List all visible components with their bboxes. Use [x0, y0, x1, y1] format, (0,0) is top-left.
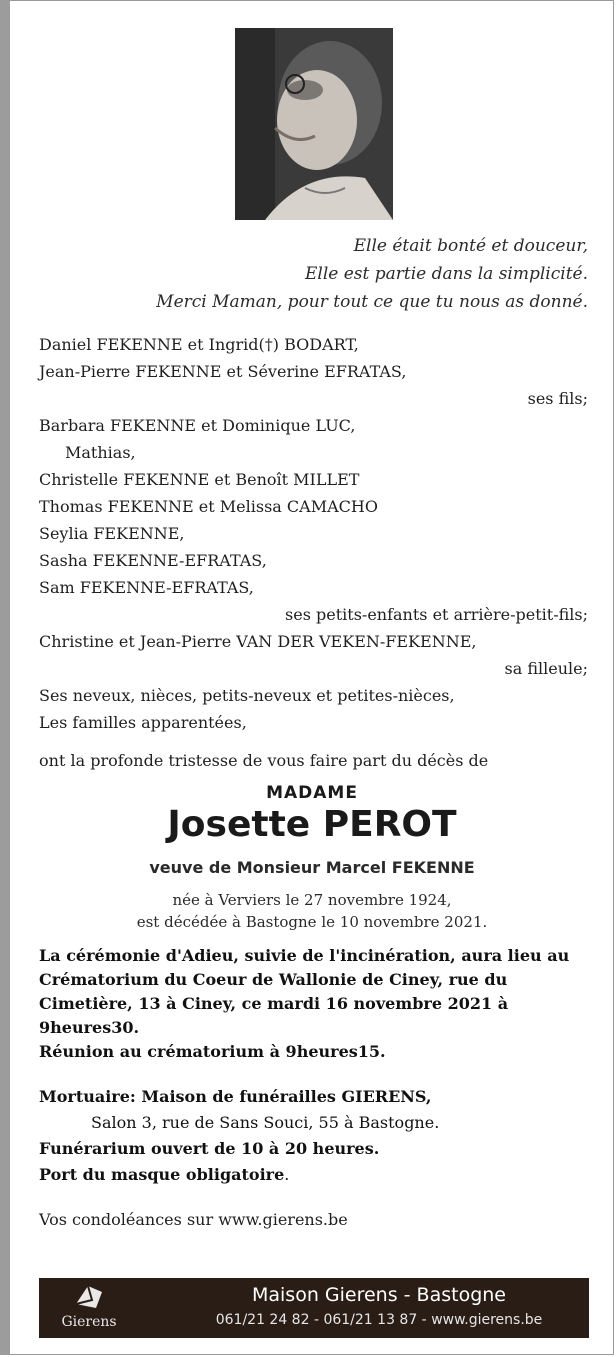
poem	[156, 232, 588, 316]
family-list	[39, 331, 588, 736]
death-line: est décédée à Bastogne le 10 novembre 2021.	[136, 913, 488, 931]
family-line: Barbara FEKENNE et Dominique LUC,	[39, 416, 356, 435]
ceremony-info	[39, 944, 590, 1064]
mortuary-mask-line	[39, 1162, 590, 1188]
banner-contact: 061/21 24 82 - 061/21 13 87 - www.gierens.be	[215, 1312, 543, 1328]
funeral-home-banner	[39, 1278, 589, 1338]
family-line: Sam FEKENNE-EFRATAS,	[39, 578, 254, 597]
family-line: Jean-Pierre FEKENNE et Séverine EFRATAS,	[39, 362, 407, 381]
poem-line: Elle est partie dans la simplicité.	[304, 264, 588, 284]
mortuary-info	[39, 1084, 590, 1188]
family-line: Thomas FEKENNE et Melissa CAMACHO	[39, 497, 378, 516]
family-line: Daniel FEKENNE et Ingrid(†) BODART,	[39, 335, 359, 354]
family-role: ses fils;	[527, 389, 588, 408]
condolences-line: Vos condoléances sur www.gierens.be	[39, 1210, 348, 1229]
deceased-name: Josette PEROT	[167, 804, 457, 845]
deceased-widow-of: veuve de Monsieur Marcel FEKENNE	[149, 858, 475, 877]
gierens-logo-icon	[72, 1282, 106, 1310]
family-line: Sasha FEKENNE-EFRATAS,	[39, 551, 267, 570]
family-line: Ses neveux, nièces, petits-neveux et petites-nièces,	[39, 686, 455, 705]
poem-line: Merci Maman, pour tout ce que tu nous as donné.	[156, 292, 588, 312]
deceased-title: MADAME	[266, 783, 358, 803]
family-line: Christine et Jean-Pierre VAN DER VEKEN-FEKENNE,	[39, 632, 477, 651]
family-role: sa filleule;	[504, 659, 588, 678]
birth-line: née à Verviers le 27 novembre 1924,	[172, 891, 452, 909]
family-line: Mathias,	[65, 443, 136, 462]
logo-text: Gierens	[61, 1314, 117, 1330]
family-role: ses petits-enfants et arrière-petit-fils;	[285, 605, 588, 624]
family-line: Christelle FEKENNE et Benoît MILLET	[39, 470, 360, 489]
family-line: Seylia FEKENNE,	[39, 524, 185, 543]
deceased-dates	[10, 889, 614, 933]
portrait-photo	[235, 28, 393, 220]
mortuary-hours: Funérarium ouvert de 10 à 20 heures.	[39, 1139, 380, 1158]
family-line: Les familles apparentées,	[39, 713, 247, 732]
banner-title: Maison Gierens - Bastogne	[251, 1284, 506, 1306]
mortuary-mask: Port du masque obligatoire	[39, 1165, 285, 1184]
mortuary-salon: Salon 3, rue de Sans Souci, 55 à Bastogne.	[91, 1113, 440, 1132]
ceremony-meeting: Réunion au crématorium à 9heures15.	[39, 1042, 386, 1061]
gierens-logo	[49, 1282, 129, 1334]
ceremony-text: La cérémonie d'Adieu, suivie de l'incinération, aura lieu au Crématorium du Coeur de Wallonie de Ciney, rue du Cimetière, 13 à Ciney, ce mardi 16 novembre 2021 à 9heures30.	[39, 946, 570, 1037]
announcement: ont la profonde tristesse de vous faire part du décès de	[39, 751, 489, 770]
poem-line: Elle était bonté et douceur,	[353, 236, 588, 256]
mortuary-title: Mortuaire: Maison de funérailles GIERENS,	[39, 1087, 432, 1106]
mortuary-mask-dot: .	[284, 1165, 290, 1184]
